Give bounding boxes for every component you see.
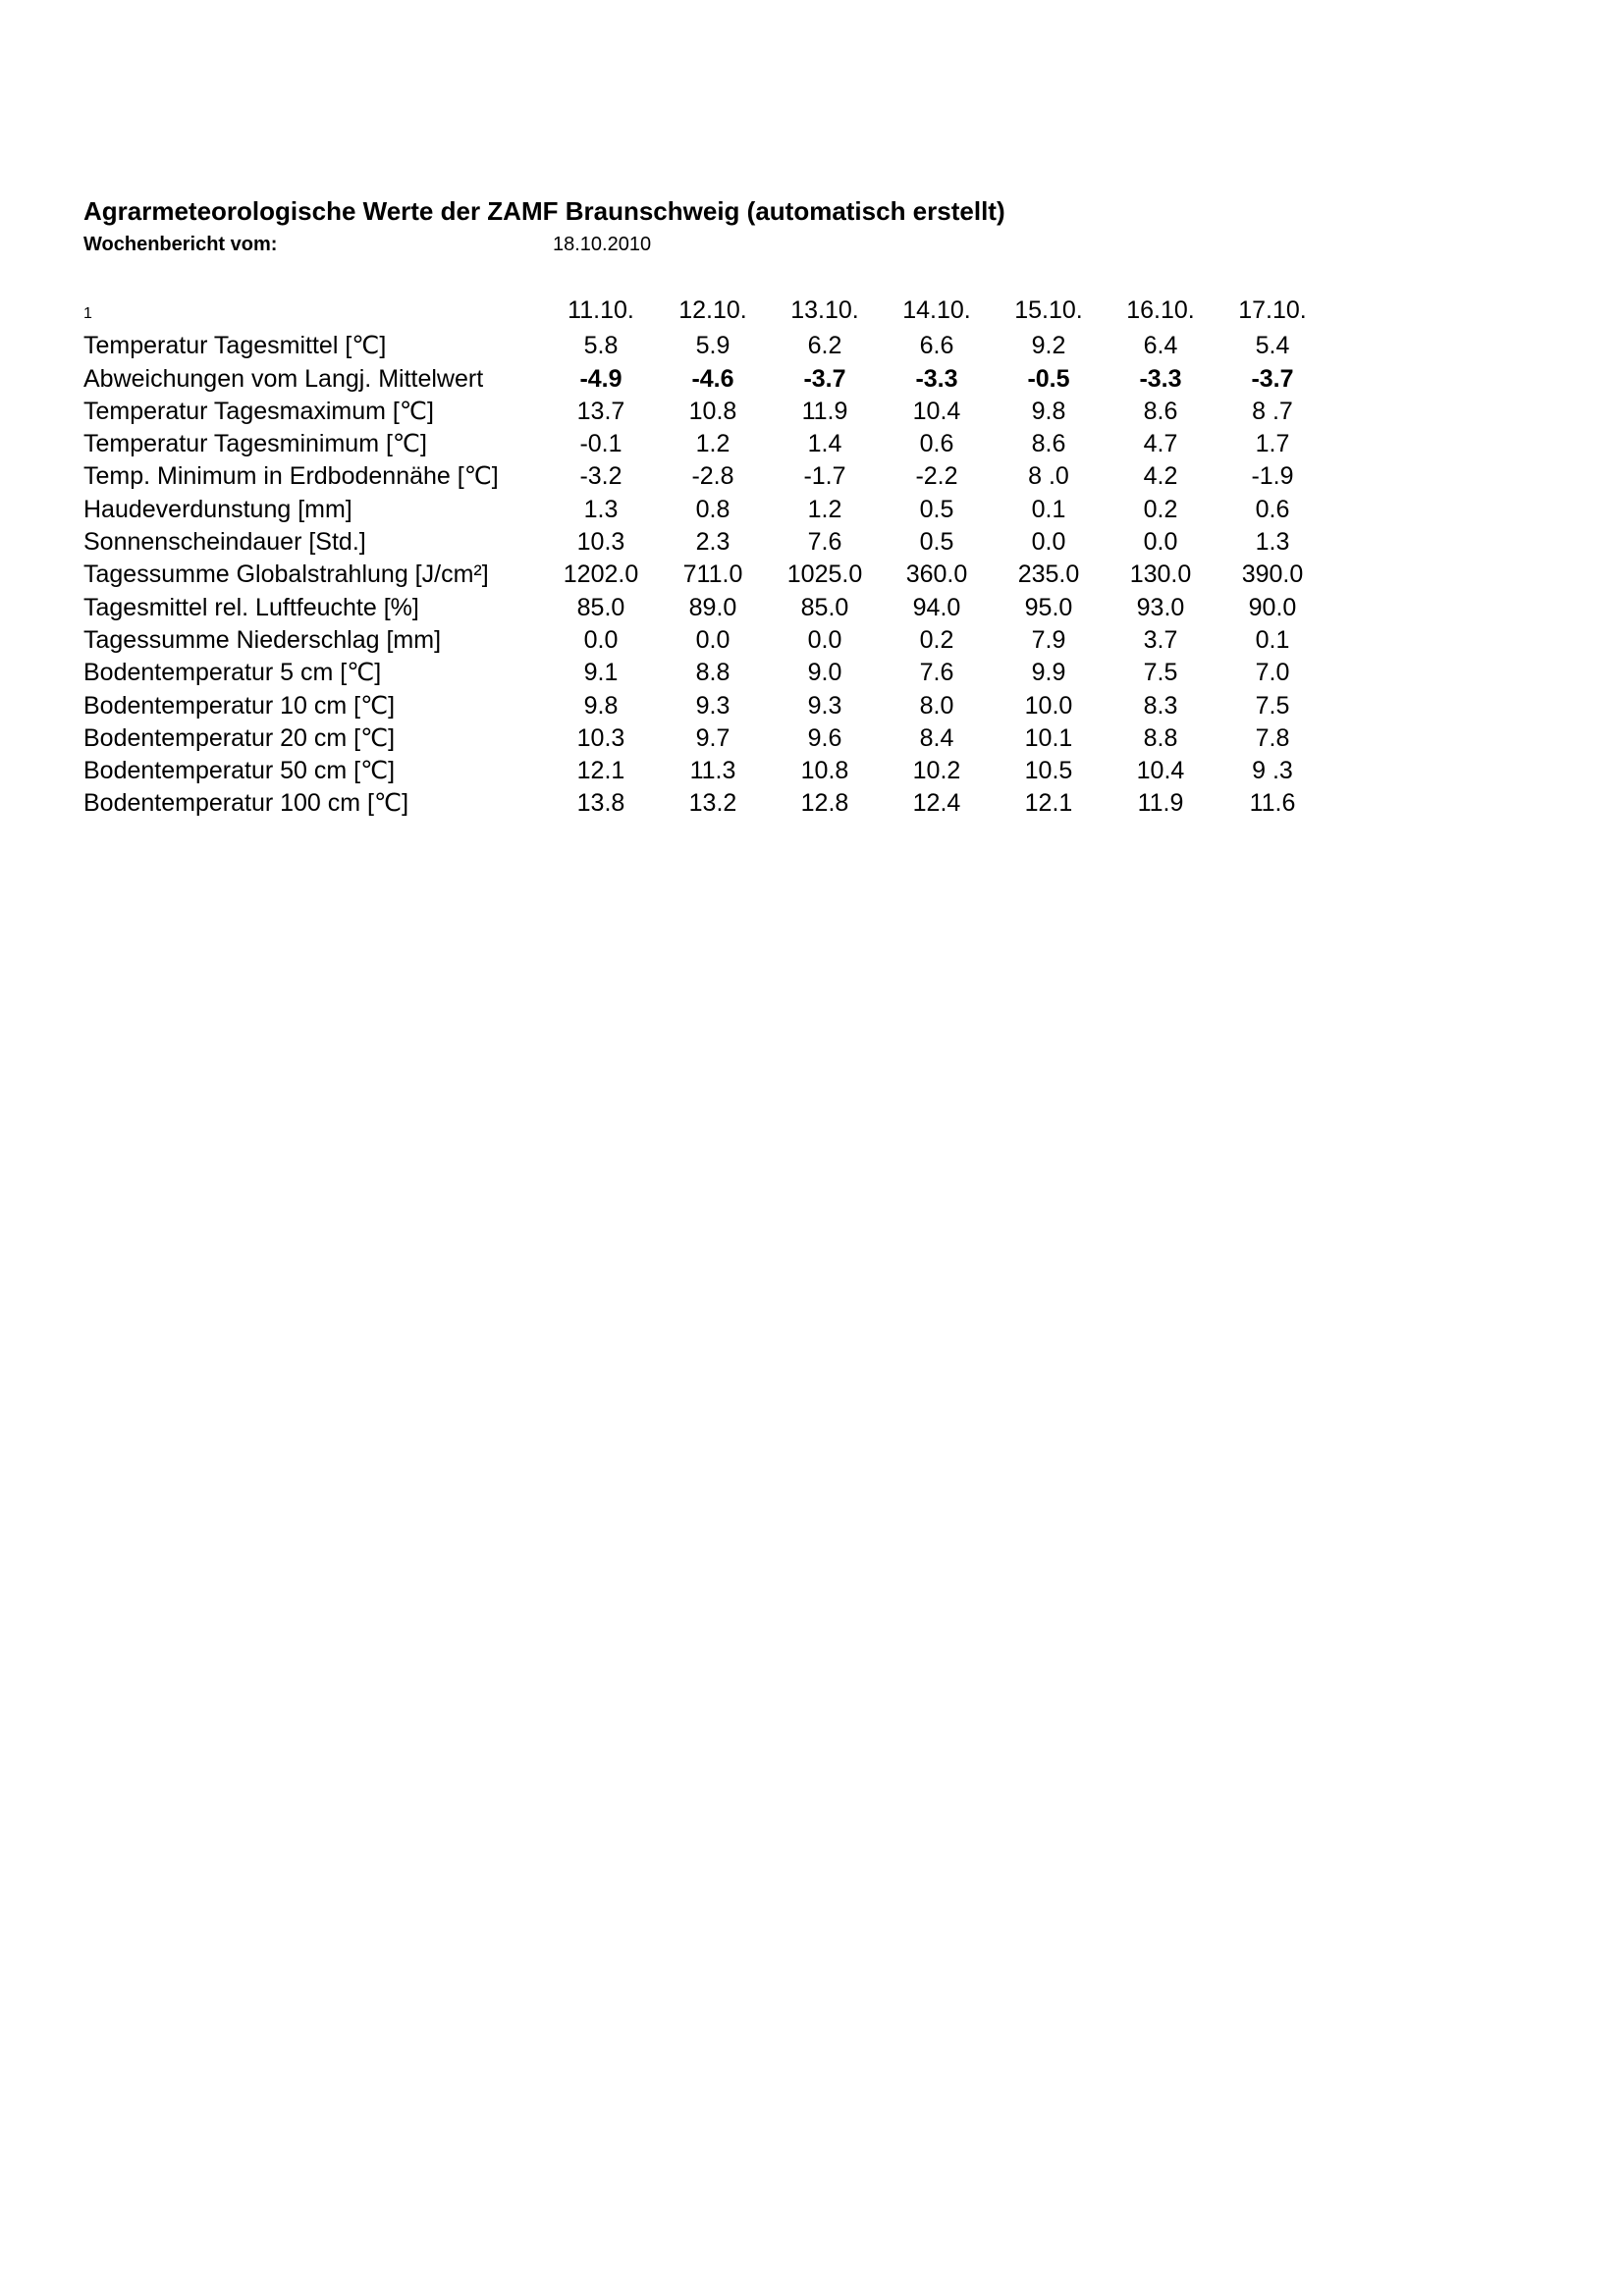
table-row (81, 559, 1328, 591)
table-cell: 95.0 (1024, 593, 1073, 621)
table-row (81, 722, 1328, 755)
date-header: 14.10. (902, 296, 971, 324)
table-cell: 0.0 (807, 625, 842, 654)
table-cell: 7.9 (1031, 625, 1066, 654)
row-label: Temp. Minimum in Erdbodennähe [℃] (83, 462, 499, 491)
table-cell: 10.4 (1136, 757, 1185, 785)
table-cell: -4.6 (691, 364, 734, 393)
table-cell: 8.4 (919, 723, 954, 752)
table-cell: 1.4 (807, 430, 842, 458)
table-cell: 12.8 (800, 789, 849, 818)
date-header: 13.10. (790, 296, 859, 324)
table-cell: 90.0 (1248, 593, 1297, 621)
table-row (81, 526, 1328, 559)
table-cell: -3.2 (579, 462, 622, 491)
table-cell: 10.2 (912, 757, 961, 785)
table-row (81, 396, 1328, 428)
table-cell: 3.7 (1143, 625, 1178, 654)
date-header: 16.10. (1126, 296, 1195, 324)
table-cell: 1.3 (1255, 528, 1290, 557)
table-cell: 0.0 (695, 625, 730, 654)
table-cell: -2.2 (915, 462, 958, 491)
table-row (81, 494, 1328, 526)
table-cell: 0.6 (1255, 495, 1290, 523)
row-label: Bodentemperatur 20 cm [℃] (83, 723, 396, 752)
table-row (81, 428, 1328, 460)
table-cell: 10.3 (576, 528, 625, 557)
table-cell: 1.2 (807, 495, 842, 523)
table-cell: 8.3 (1143, 691, 1178, 720)
table-cell: 10.0 (1024, 691, 1073, 720)
table-row (81, 787, 1328, 820)
table-cell: 10.1 (1024, 723, 1073, 752)
table-cell: 9.0 (807, 659, 842, 687)
table-cell: 94.0 (912, 593, 961, 621)
table-cell: 4.2 (1143, 462, 1178, 491)
table-cell: 0.2 (1143, 495, 1178, 523)
table-cell: 10.5 (1024, 757, 1073, 785)
report-label: Wochenbericht vom: (83, 234, 278, 255)
table-cell: 2.3 (695, 528, 730, 557)
table-cell: 13.2 (688, 789, 737, 818)
row-label: Haudeverdunstung [mm] (83, 495, 352, 523)
table-cell: 0.8 (695, 495, 730, 523)
header-label: 1 (83, 305, 92, 322)
table-cell: 9.6 (807, 723, 842, 752)
table-cell: 9.8 (1031, 397, 1066, 425)
table-cell: 4.7 (1143, 430, 1178, 458)
table-cell: 7.5 (1143, 659, 1178, 687)
date-header: 15.10. (1014, 296, 1083, 324)
date-header: 12.10. (678, 296, 747, 324)
table-cell: 89.0 (688, 593, 737, 621)
table-row (81, 690, 1328, 722)
table-cell: 9.9 (1031, 659, 1066, 687)
table-cell: 0.1 (1255, 625, 1290, 654)
table-cell: 7.5 (1255, 691, 1290, 720)
table-cell: 5.9 (695, 332, 730, 360)
table-cell: 0.1 (1031, 495, 1066, 523)
row-label: Temperatur Tagesmittel [℃] (83, 332, 387, 360)
table-row (81, 363, 1328, 396)
table-cell: -1.9 (1251, 462, 1294, 491)
table-cell: 10.8 (800, 757, 849, 785)
table-cell: 9.7 (695, 723, 730, 752)
table-cell: -3.3 (1139, 364, 1182, 393)
table-cell: 711.0 (682, 561, 743, 589)
table-cell: 0.0 (1143, 528, 1178, 557)
row-label: Tagessumme Globalstrahlung [J/cm²] (83, 561, 489, 589)
table-cell: 1.3 (583, 495, 619, 523)
table-cell: 235.0 (1017, 561, 1080, 589)
table-cell: 85.0 (576, 593, 625, 621)
table-header-row (81, 292, 1328, 330)
table-cell: 85.0 (800, 593, 849, 621)
row-label: Tagesmittel rel. Luftfeuchte [%] (83, 593, 419, 621)
row-label: Bodentemperatur 10 cm [℃] (83, 691, 396, 720)
table-cell: 7.6 (807, 528, 842, 557)
table-body (81, 292, 1328, 821)
table-row (81, 330, 1328, 362)
table-cell: 130.0 (1129, 561, 1192, 589)
table-cell: 6.6 (919, 332, 954, 360)
table-cell: 11.9 (801, 397, 848, 425)
date-header: 11.10. (568, 296, 634, 324)
table-cell: 1.7 (1255, 430, 1290, 458)
table-cell: -1.7 (803, 462, 846, 491)
table-cell: 13.7 (576, 397, 625, 425)
table-cell: 1025.0 (786, 561, 863, 589)
table-cell: 9.3 (807, 691, 842, 720)
table-cell: 7.6 (919, 659, 954, 687)
table-cell: -0.5 (1027, 364, 1070, 393)
table-cell: 0.0 (1031, 528, 1066, 557)
table-cell: 11.3 (689, 757, 736, 785)
table-cell: 8 .0 (1028, 462, 1069, 491)
table-row (81, 755, 1328, 787)
table-cell: 0.5 (919, 528, 954, 557)
table-cell: 12.4 (912, 789, 961, 818)
table-row (81, 624, 1328, 657)
table-cell: -3.3 (915, 364, 958, 393)
table-cell: 11.6 (1249, 789, 1296, 818)
table-row (81, 657, 1328, 689)
table-cell: 12.1 (576, 757, 625, 785)
table-cell: -3.7 (1251, 364, 1294, 393)
table-cell: -0.1 (579, 430, 622, 458)
table-cell: 9.3 (695, 691, 730, 720)
table-cell: 9.8 (583, 691, 619, 720)
table-cell: 6.2 (807, 332, 842, 360)
table-cell: -3.7 (803, 364, 846, 393)
table-row (81, 460, 1328, 493)
table-cell: 0.6 (919, 430, 954, 458)
table-cell: 0.2 (919, 625, 954, 654)
weather-data-table (81, 292, 1328, 821)
table-cell: 8.0 (919, 691, 954, 720)
table-cell: 12.1 (1024, 789, 1073, 818)
table-cell: 10.8 (688, 397, 737, 425)
table-cell: 5.4 (1255, 332, 1290, 360)
table-cell: 360.0 (905, 561, 968, 589)
table-cell: 1202.0 (563, 561, 639, 589)
table-cell: 5.8 (583, 332, 619, 360)
document-title: Agrarmeteorologische Werte der ZAMF Braunschweig (automatisch erstellt) (83, 196, 1005, 226)
row-label: Bodentemperatur 100 cm [℃] (83, 789, 409, 818)
table-cell: 10.4 (912, 397, 961, 425)
table-cell: 8 .7 (1252, 397, 1293, 425)
table-cell: 13.8 (576, 789, 625, 818)
table-cell: 9.2 (1031, 332, 1066, 360)
table-cell: 0.0 (583, 625, 619, 654)
table-cell: 1.2 (695, 430, 730, 458)
row-label: Sonnenscheindauer [Std.] (83, 528, 366, 557)
table-cell: 10.3 (576, 723, 625, 752)
table-cell: 6.4 (1143, 332, 1178, 360)
row-label: Abweichungen vom Langj. Mittelwert (83, 364, 484, 393)
row-label: Temperatur Tagesmaximum [℃] (83, 397, 434, 425)
table-cell: 7.8 (1255, 723, 1290, 752)
table-cell: 8.8 (1143, 723, 1178, 752)
table-cell: 93.0 (1136, 593, 1185, 621)
table-cell: 8.6 (1143, 397, 1178, 425)
table-row (81, 592, 1328, 624)
table-cell: 7.0 (1255, 659, 1290, 687)
table-cell: 0.5 (919, 495, 954, 523)
table-cell: 8.8 (695, 659, 730, 687)
date-header: 17.10. (1238, 296, 1307, 324)
table-cell: 9 .3 (1252, 757, 1293, 785)
table-cell: -2.8 (691, 462, 734, 491)
row-label: Bodentemperatur 50 cm [℃] (83, 757, 396, 785)
table-cell: -4.9 (579, 364, 622, 393)
table-cell: 11.9 (1137, 789, 1184, 818)
row-label: Tagessumme Niederschlag [mm] (83, 625, 442, 654)
row-label: Temperatur Tagesminimum [℃] (83, 430, 427, 458)
table-cell: 9.1 (583, 659, 619, 687)
table-cell: 8.6 (1031, 430, 1066, 458)
row-label: Bodentemperatur 5 cm [℃] (83, 659, 382, 687)
report-date: 18.10.2010 (553, 234, 652, 255)
table-cell: 390.0 (1241, 561, 1304, 589)
